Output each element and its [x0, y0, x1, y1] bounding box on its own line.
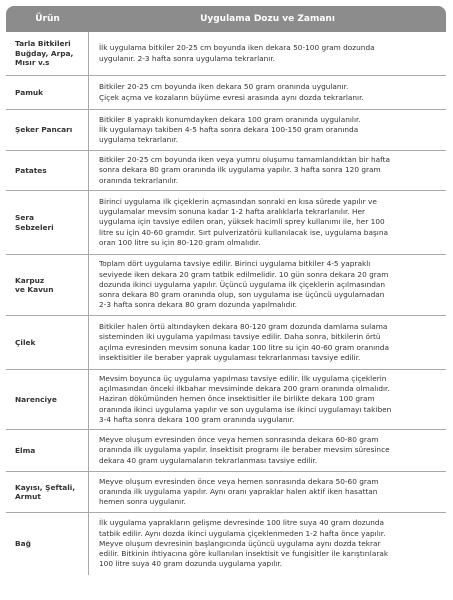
table-header — [6, 6, 446, 32]
dose-cell: Birinci uygulama ilk çiçeklerin açmasından sonraki en kısa sürede yapılır ve uygulamalar mevsim sonuna kadar 1-2 hafta aralıklarla tekrarlanılır. Her uygulama için tavsiye edilen oran, yüksek hacimli sprey kullanımı ile, her 100 litre su için 40-60 gramdır. Sırt pulverizatörü kullanılacak ise, uygulama başına oran 100 litre su için 80-120 gram olmalıdır. — [99, 196, 388, 247]
dose-cell: Bitkiler 20-25 cm boyunda iken veya yumru oluşumu tamamlandıktan bir hafta sonra dekara 80 gram oranında ilk uygulama yapılır. 3 hafta sonra 120 gram oranında tekrarlanılır. — [99, 155, 390, 185]
dose-cell: Bitkiler 8 yapraklı konumdayken dekara 100 gram oranında uygulanılır. İlk uygulamayı takiben 4-5 hafta sonra dekara 100-150 gram oranında uygulama tekrarlanır. — [99, 114, 361, 145]
table-row — [6, 151, 446, 191]
product-cell: Tarla Bitkileri Buğday, Arpa, Mısır v.s — [6, 32, 89, 75]
table-row — [6, 255, 446, 316]
dose-cell: İlk uygulama yaprakların gelişme devresinde 100 litre suya 40 gram dozunda tatbik edilir. Aynı dozda ikinci uygulama çiçeklenmeden 1-2 hafta önce yapılır. Meyve oluşum devresinin başlangıcında üçüncü uygulama aynı dozda tekrar edilir. Bitkinin ihtiyacına göre kullanılan insektisit ve fungisitler ile karıştırılarak 100 litre suya 40 gram dozunda uygulama yapılır. — [99, 518, 389, 569]
dosage-table — [6, 6, 446, 575]
dose-cell: Bitkiler halen örtü altındayken dekara 80-120 gram dozunda damlama sulama sisteminden iki uygulama yapılması tavsiye edilir. Daha sonra, bitkilerin örtü açılma evresinden mevsim sonuna kadar 100 litre su için 40-60 gram oranında insektisitler ile beraber yaprak uygulaması tekrarlanması tavsiye edilir. — [99, 322, 389, 362]
product-cell: Sera Sebzeleri — [6, 191, 89, 254]
table-row — [6, 430, 446, 472]
product-cell: Kayısı, Şeftali, Armut — [6, 472, 89, 512]
table-row — [6, 472, 446, 513]
table-row — [6, 370, 446, 430]
dose-cell: İlk uygulama bitkiler 20-25 cm boyunda iken dekara 50-100 gram dozunda uygulanır. 2-3 hafta sonra uygulama tekrarlanır. — [99, 43, 375, 63]
table-row — [6, 316, 446, 370]
dose-cell: Bitkiler 20-25 cm boyunda iken dekara 50 gram oranında uygulanır. Çiçek açma ve kozaların büyüme evresi arasında aynı dozda tekrarlanır. — [99, 82, 364, 102]
product-cell: Karpuz ve Kavun — [6, 255, 89, 315]
header-product: Ürün — [35, 14, 60, 24]
product-cell: Narenciye — [6, 370, 89, 429]
product-cell: Çilek — [6, 316, 89, 369]
table-row — [6, 76, 446, 110]
product-cell: Şeker Pancarı — [6, 110, 89, 150]
header-dose: Uygulama Dozu ve Zamanı — [200, 14, 335, 24]
table-row — [6, 32, 446, 76]
dose-cell: Meyve oluşum evresinden önce veya hemen sonrasında dekara 50-60 gram oranında ilk uygulama yapılır. Aynı oranı yapraklar halen aktif iken hasattan hemen sonra uygulanır. — [99, 476, 379, 507]
table-row — [6, 513, 446, 575]
dose-cell: Meyve oluşum evresinden önce veya hemen sonrasında dekara 60-80 gram oranında ilk uygulama yapılır. İnsektisit programı ile beraber mevsim süresince dekara 40 gram uygulamaların tekrarlanması tavsiye edilir. — [99, 435, 390, 465]
product-cell: Pamuk — [6, 76, 89, 109]
dose-cell: Mevsim boyunca üç uygulama yapılması tavsiye edilir. İlk uygulama çiçeklerin açılmasından önceki ilkbahar mevsiminde dekara 200 gram oranında olmalıdır. Haziran dökümünden hemen önce insektisitler ile birlikte dekara 100 gram oranında ikinci uygulama yapılır ve son uygulama ise ikinci uygulamayı takiben 3-4 hafta sonra dekara 100 gram oranında uygulanır. — [99, 373, 392, 424]
table-row — [6, 110, 446, 151]
table-row — [6, 191, 446, 255]
product-cell: Elma — [6, 430, 89, 471]
product-cell: Patates — [6, 151, 89, 190]
product-cell: Bağ — [6, 513, 89, 575]
dose-cell: Toplam dört uygulama tavsiye edilir. Birinci uygulama bitkiler 4-5 yapraklı seviyede iken dekara 20 gram tatbik edilmelidir. 10 gün sonra dekara 20 gram dozunda ikinci uygulama yapılır. Üçüncü uygulama ilk çiçeklerin açılmasından sonra dekara 80 gram oranında olup, son uygulama ise üçüncü uygulamadan 2-3 hafta sonra dekara 80 gram dozunda yapılmalıdır. — [99, 259, 389, 310]
